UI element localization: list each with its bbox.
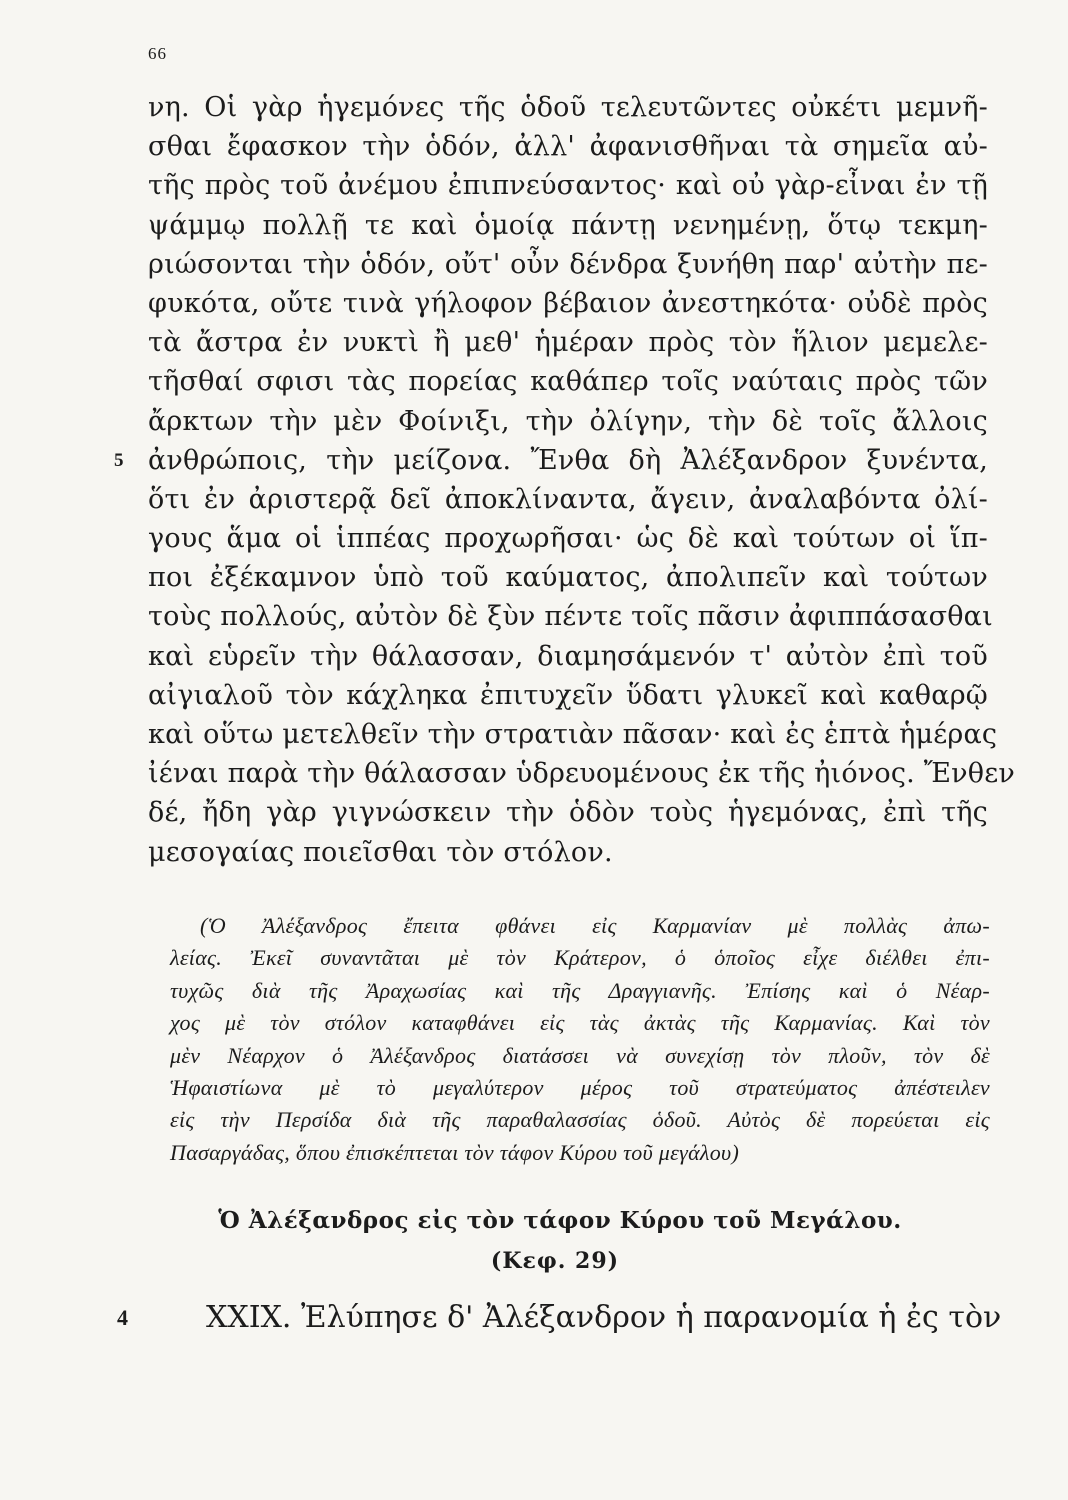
marginal-line-number: 5 (114, 449, 124, 471)
summary-line: Πασαργάδας, ὅπου ἐπισκέπτεται τὸν τάφον Κύρου τοῦ μεγάλου) (170, 1139, 740, 1165)
text-line-numbered (114, 441, 988, 480)
page-number: 66 (148, 44, 167, 63)
summary-line: εἰς τὴν Περσίδα διὰ τῆς παραθαλασσίας ὁδοῦ. Αὐτὸς δὲ πορεύεται εἰς (170, 1107, 990, 1133)
text-line: ριώσονται τὴν ὁδόν, οὔτ' οὖν δένδρα ξυνήθη παρ' αὐτὴν πε- (148, 248, 988, 280)
text-line: ψάμμῳ πολλῇ τε καὶ ὁμοίᾳ πάντῃ νενημένῃ, ὅτῳ τεκμη- (148, 209, 988, 241)
text-line: σθαι ἔφασκον τὴν ὁδόν, ἀλλ' ἀφανισθῆναι τὰ σημεῖα αὐ- (148, 131, 988, 163)
text-line: νη. Οἱ γὰρ ἡγεμόνες τῆς ὁδοῦ τελευτῶντες οὐκέτι μεμνῆ- (148, 92, 988, 123)
main-text-block (114, 88, 1016, 872)
chapter-opening-line: XXIX. Ἐλύπησε δ' Ἀλέξανδρον ἡ παρανομία ἡ ἐς τὸν (206, 1300, 1002, 1335)
text-line-content: ἀνθρώποις, τὴν μείζονα. Ἔνθα δὴ Ἀλέξανδρον ξυνέντα, (148, 444, 988, 476)
section-heading: Ὁ Ἀλέξανδρος εἰς τὸν τάφον Κύρου τοῦ Μεγάλου. (218, 1207, 902, 1234)
italic-summary-block (170, 910, 990, 1169)
summary-line: λείας. Ἐκεῖ συναντᾶται μὲ τὸν Κράτερον, ὁ ὁποῖος εἶχε διέλθει ἐπι- (170, 945, 990, 971)
summary-line: μὲν Νέαρχον ὁ Ἀλέξανδρος διατάσσει νὰ συνεχίσῃ τὸν πλοῦν, τὸν δὲ (170, 1042, 990, 1068)
text-line: τῆς πρὸς τοῦ ἀνέμου ἐπιπνεύσαντος· καὶ οὐ γὰρ-εἶναι ἐν τῇ (148, 170, 988, 202)
text-line: αἰγιαλοῦ τὸν κάχληκα ἐπιτυχεῖν ὕδατι γλυκεῖ καὶ καθαρῷ (148, 679, 988, 711)
summary-line: (Ὁ Ἀλέξανδρος ἔπειτα φθάνει εἰς Καρμανίαν μὲ πολλὰς ἀπω- (200, 913, 990, 938)
text-line: ποι ἐξέκαμνον ὑπὸ τοῦ καύματος, ἀπολιπεῖν καὶ τούτων (148, 562, 988, 594)
text-line: μεσογαίας ποιεῖσθαι τὸν στόλον. (148, 836, 613, 868)
text-line: ἄρκτων τὴν μὲν Φοίνιξι, τὴν ὀλίγην, τὴν δὲ τοῖς ἄλλοις (148, 405, 988, 437)
text-line: καὶ οὕτω μετελθεῖν τὴν στρατιὰν πᾶσαν· καὶ ἐς ἑπτὰ ἡμέρας (148, 719, 998, 750)
summary-line: τυχῶς διὰ τῆς Ἀραχωσίας καὶ τῆς Δραγγιανῆς. Ἐπίσης καὶ ὁ Νέαρ- (170, 977, 990, 1003)
text-line: τῆσθαί σφισι τὰς πορείας καθάπερ τοῖς ναύταις πρὸς τῶν (148, 366, 988, 398)
marginal-section-number: 4 (117, 1305, 128, 1330)
text-line: ὅτι ἐν ἀριστερᾷ δεῖ ἀποκλίναντα, ἄγειν, ἀναλαβόντα ὀλί- (148, 483, 988, 515)
text-line: φυκότα, οὔτε τινὰ γήλοφον βέβαιον ἀνεστηκότα· οὐδὲ πρὸς (148, 287, 988, 319)
text-line: γους ἅμα οἱ ἱππέας προχωρῆσαι· ὡς δὲ καὶ τούτων οἱ ἵπ- (148, 523, 988, 555)
text-line: ἰέναι παρὰ τὴν θάλασσαν ὑδρευομένους ἐκ τῆς ἠιόνος. Ἔνθεν (148, 758, 1016, 790)
text-line: καὶ εὑρεῖν τὴν θάλασσαν, διαμησάμενόν τ' αὐτὸν ἐπὶ τοῦ (148, 640, 988, 672)
text-line: τὰ ἄστρα ἐν νυκτὶ ἢ μεθ' ἡμέραν πρὸς τὸν ἥλιον μεμελε- (148, 327, 988, 359)
text-line: τοὺς πολλούς, αὐτὸν δὲ ξὺν πέντε τοῖς πᾶσιν ἀφιππάσασθαι (148, 601, 993, 633)
summary-line: χος μὲ τὸν στόλον καταφθάνει εἰς τὰς ἀκτὰς τῆς Καρμανίας. Καὶ τὸν (170, 1010, 990, 1036)
chapter-reference: (Κεφ. 29) (490, 1248, 620, 1274)
text-line: δέ, ἤδη γὰρ γιγνώσκειν τὴν ὁδὸν τοὺς ἡγεμόνας, ἐπὶ τῆς (148, 797, 988, 829)
summary-line: Ἡφαιστίωνα μὲ τὸ μεγαλύτερον μέρος τοῦ στρατεύματος ἀπέστειλεν (170, 1074, 990, 1100)
